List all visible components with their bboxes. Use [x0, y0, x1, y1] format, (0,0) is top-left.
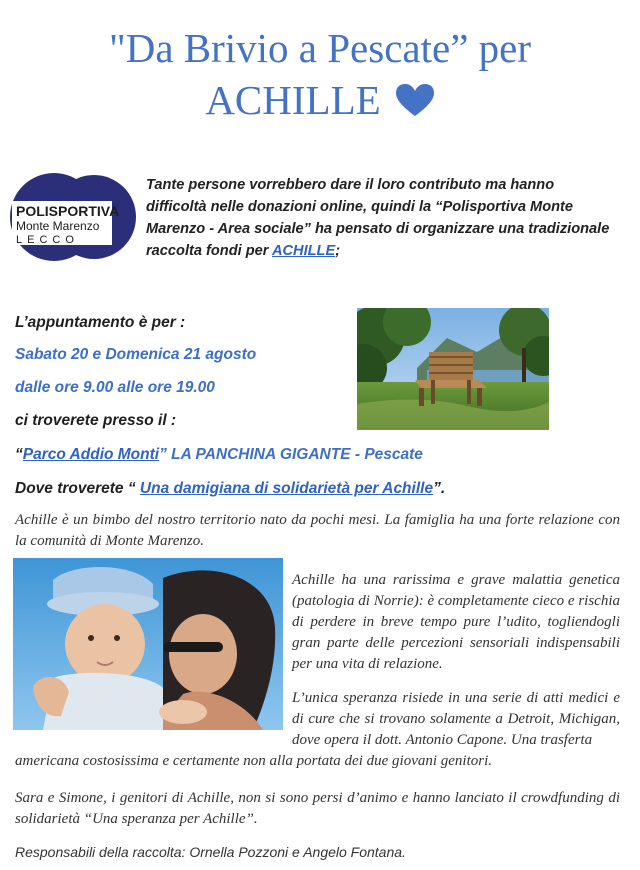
event-dates: Sabato 20 e Domenica 21 agosto	[15, 346, 257, 363]
story-paragraph-1: Achille è un bimbo del nostro territorio nato da pochi mesi. La famiglia ha una forte relazione con la comunità di Monte Marenzo.	[15, 512, 620, 549]
logo-text-monte-marenzo: Monte Marenzo	[16, 219, 100, 233]
location-quote-open: “	[15, 446, 23, 463]
location-heading: ci troverete presso il :	[15, 412, 177, 429]
parco-addio-monti-link[interactable]: Parco Addio Monti	[22, 446, 160, 463]
logo-text-lecco: LECCO	[16, 234, 79, 246]
story-paragraph-4: Sara e Simone, i genitori di Achille, non si sono persi d’animo e hanno lanciato il crowdfunding di solidarietà “Una speranza per Achille”.	[15, 790, 620, 827]
event-hours: dalle ore 9.00 alle ore 19.00	[15, 379, 215, 396]
damigiana-line	[15, 479, 445, 499]
achille-family-photo	[13, 558, 283, 730]
location-rest: ” LA PANCHINA GIGANTE - Pescate	[159, 446, 423, 463]
intro-paragraph	[146, 174, 616, 262]
event-location	[15, 445, 423, 465]
story-paragraph-2: Achille ha una rarissima e grave malattia genetica (patologia di Norrie): è completamente cieco e rischia di perdere in breve tempo pure l’udito, togliendogli gran parte delle percezioni sensoriali indispensabili per una vita di relazione.	[292, 572, 620, 672]
giant-bench-photo	[357, 308, 549, 430]
heart-icon	[395, 83, 435, 117]
page-title: "Da Brivio a Pescate” per	[108, 25, 531, 71]
appointment-heading: L’appuntamento è per :	[15, 314, 186, 331]
polisportiva-logo	[10, 173, 136, 261]
organizers-line: Responsabili della raccolta: Ornella Pozzoni e Angelo Fontana.	[15, 844, 406, 860]
damigiana-prefix: Dove troverete “	[15, 480, 140, 497]
damigiana-suffix: ”.	[433, 480, 446, 497]
intro-end: ;	[335, 243, 341, 259]
achille-link[interactable]: ACHILLE	[271, 243, 336, 259]
page-title-achille: ACHILLE	[205, 77, 381, 123]
logo-text-polisportiva: POLISPORTIVA	[16, 203, 120, 219]
page-title-name	[0, 77, 640, 123]
story-paragraph-3: L’unica speranza risiede in una serie di atti medici e di cure che si trovano solamente a Detroit, Michigan, dove opera il dott. Antonio Capone. Una trasferta	[292, 690, 620, 748]
damigiana-link[interactable]: Una damigiana di solidarietà per Achille	[139, 480, 434, 497]
intro-text: Tante persone vorrebbero dare il loro contributo ma hanno difficoltà nelle donazioni online, quindi la “Polisportiva Monte Marenzo - Area sociale” ha pensato di organizzare una tradizionale raccolta fondi per	[146, 177, 610, 259]
story-paragraph-3-continued: americana costosissima e certamente non alla portata dei due giovani genitori.	[15, 753, 493, 769]
